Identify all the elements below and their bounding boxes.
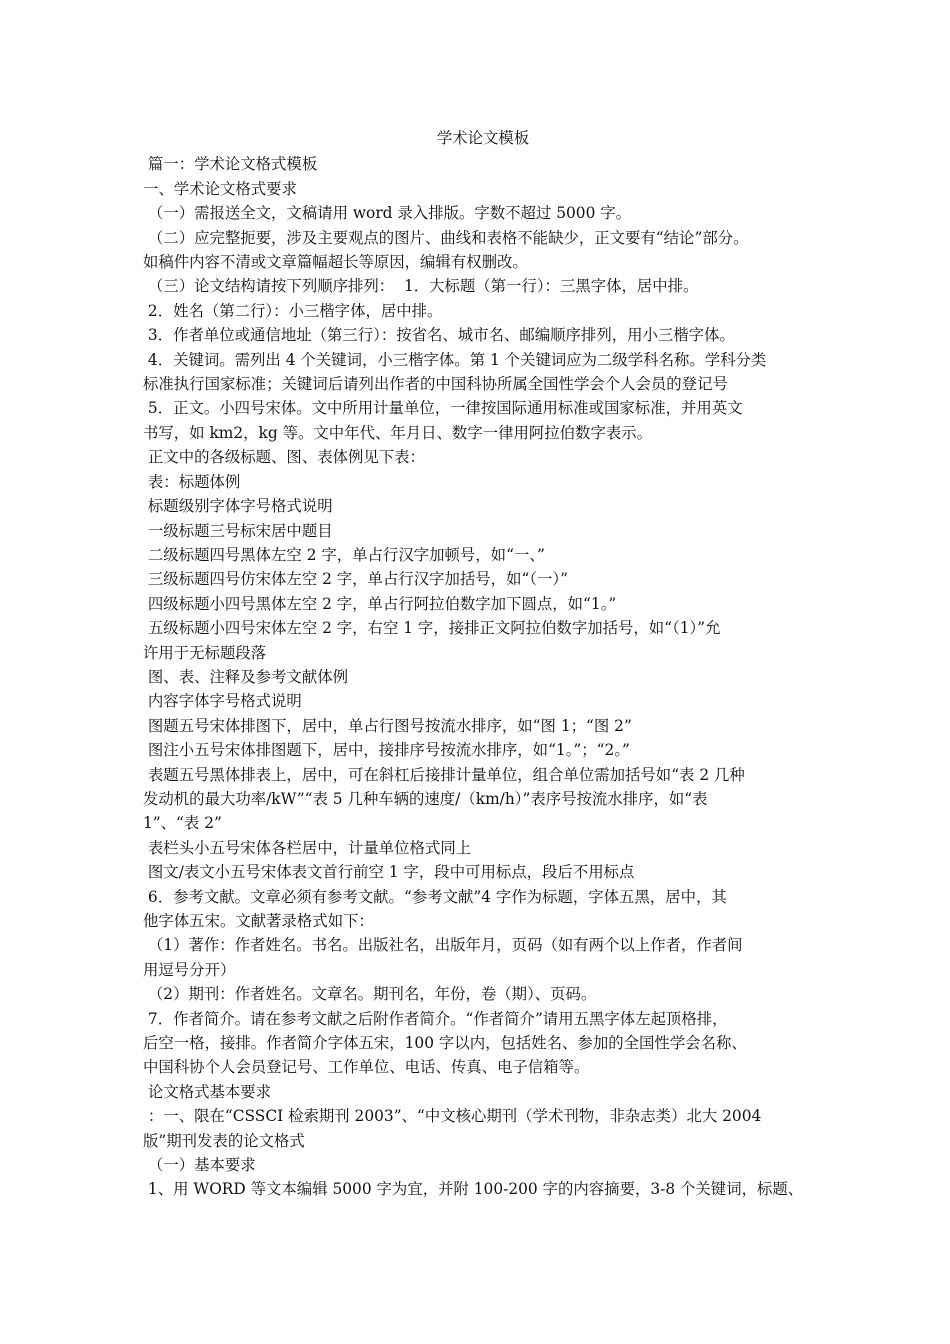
text-line: 四级标题小四号黑体左空 2 字，单占行阿拉伯数字加下圆点，如“1。” (143, 594, 617, 613)
text-line: 发动机的最大功率/kW”“表 5 几种车辆的速度/（km/h）”表序号按流水排序，如“表 (143, 789, 708, 808)
text-line: 三级标题四号仿宋体左空 2 字，单占行汉字加括号，如“（一）” (143, 570, 568, 589)
text-line: 4．关键词。需列出 4 个关键词，小三楷字体。第 1 个关键词应为二级学科名称。学科分类 (143, 350, 767, 369)
text-line: 五级标题小四号宋体左空 2 字，右空 1 字，接排正文阿拉伯数字加括号，如“（1）”允 (143, 619, 721, 638)
text-line: 图文/表文小五号宋体表文首行前空 1 字，段中可用标点，段后不用标点 (143, 863, 635, 882)
text-line: 图注小五号宋体排图题下，居中，接排序号按流水排序，如“1。”；“2。” (143, 741, 630, 760)
text-line: 5．正文。小四号宋体。文中所用计量单位，一律按国际通用标准或国家标准，并用英文 (143, 399, 743, 418)
text-line: 版”期刊发表的论文格式 (143, 1131, 305, 1150)
text-line: 后空一格，接排。作者简介字体五宋，100 字以内，包括姓名、参加的全国性学会名称、 (143, 1034, 747, 1053)
document-lines (143, 152, 823, 1201)
text-line: 他字体五宋。文献著录格式如下： (143, 912, 374, 930)
text-line: 如稿件内容不清或文章篇幅超长等原因，编辑有权删改。 (143, 253, 528, 272)
text-line: 2．姓名（第二行）：小三楷字体，居中排。 (143, 301, 443, 320)
text-line: 表栏头小五号宋体各栏居中，计量单位格式同上 (143, 838, 472, 857)
text-line: 内容字体字号格式说明 (143, 692, 302, 711)
text-line: 中国科协个人会员登记号、工作单位、电话、传真、电子信箱等。 (143, 1058, 590, 1077)
text-line: （一）基本要求 (143, 1156, 256, 1175)
text-line: 图、表、注释及参考文献体例 (143, 667, 348, 686)
text-line: 书写，如 km2，kg 等。文中年代、年月日、数字一律用阿拉伯数字表示。 (143, 423, 653, 442)
text-line: 用逗号分开） (143, 960, 236, 979)
text-line: 1”、“表 2” (143, 814, 222, 833)
text-line: 表题五号黑体排表上，居中，可在斜杠后接排计量单位，组合单位需加括号如“表 2 几种 (143, 765, 745, 784)
text-line: （一）需报送全文，文稿请用 word 录入排版。字数不超过 5000 字。 (143, 204, 632, 223)
text-line: 标准执行国家标准；关键词后请列出作者的中国科协所属全国性学会个人会员的登记号 (143, 375, 728, 394)
text-line: 二级标题四号黑体左空 2 字，单占行汉字加顿号，如“一、” (143, 545, 545, 564)
text-line: 1、用 WORD 等文本编辑 5000 字为宜，并附 100-200 字的内容摘要，3-8 个关键词，标题、 (143, 1180, 804, 1199)
text-line: 论文格式基本要求 (143, 1082, 272, 1101)
text-line: 7．作者简介。请在参考文献之后附作者简介。“作者简介”请用五黑字体左起顶格排， (143, 1009, 728, 1028)
document-body (143, 126, 823, 1202)
text-line: 6．参考文献。文章必须有参考文献。“参考文献”4 字作为标题，字体五黑，居中，其 (143, 887, 727, 906)
text-line: （二）应完整扼要，涉及主要观点的图片、曲线和表格不能缺少，正文要有“结论”部分。 (143, 228, 749, 247)
document-title: 学术论文模板 (436, 129, 530, 147)
text-line: 一、学术论文格式要求 (143, 179, 297, 198)
text-line: 图题五号宋体排图下，居中，单占行图号按流水排序，如“图 1；“图 2” (143, 716, 632, 735)
text-line: 表：标题体例 (143, 472, 241, 491)
text-line: （1）著作：作者姓名。书名。出版社名，出版年月，页码（如有两个以上作者，作者间 (143, 936, 743, 955)
text-line: （2）期刊：作者姓名。文章名。期刊名，年份，卷（期）、页码。 (143, 985, 597, 1004)
text-line: （三）论文结构请按下列顺序排列： 1．大标题（第一行）：三黑字体，居中排。 (143, 277, 699, 296)
text-line: 许用于无标题段落 (143, 643, 267, 662)
text-line: 篇一：学术论文格式模板 (143, 155, 318, 174)
text-line: 一级标题三号标宋居中题目 (143, 521, 333, 540)
text-line: 3．作者单位或通信地址（第三行）：按省名、城市名、邮编顺序排列，用小三楷字体。 (143, 326, 735, 345)
text-line: ：一、限在“CSSCI 检索期刊 2003”、“中文核心期刊（学术刊物，非杂志类）北大 2004 (143, 1107, 762, 1126)
text-line: 标题级别字体字号格式说明 (143, 497, 333, 516)
text-line: 正文中的各级标题、图、表体例见下表： (143, 448, 425, 467)
